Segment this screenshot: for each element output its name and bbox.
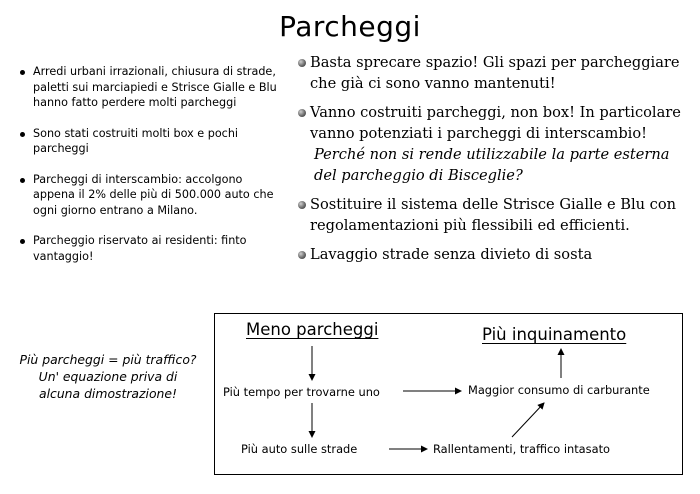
right-bullet-item	[298, 52, 693, 94]
side-note-line: Più parcheggi = più traffico?	[19, 352, 197, 367]
right-bullet-text: Vanno costruiti parcheggi, non box! In particolare vanno potenziati i parcheggi di interscambio!	[310, 104, 681, 142]
left-bullet-text: Sono stati costruiti molti box e pochi parcheggi	[33, 126, 239, 155]
right-bullet-text: Sostituire il sistema delle Strisce Gialle e Blu con regolamentazioni più flessibili ed efficienti.	[310, 196, 677, 234]
left-bullet-item	[18, 126, 280, 157]
left-bullet-text: Arredi urbani irrazionali, chiusura di strade, paletti sui marciapiedi e Strisce Gialle e Blu hanno fatto perdere molti parcheggi	[33, 65, 277, 109]
right-bullet-item	[298, 244, 693, 265]
right-bullet-quote: Perché non si rende utilizzabile la parte esterna del parcheggio di Bisceglie?	[314, 146, 670, 184]
diagram-node-more-cars: Più auto sulle strade	[241, 442, 358, 456]
left-bullet-text: Parcheggio riservato ai residenti: finto vantaggio!	[33, 234, 247, 263]
bullet-dot-icon	[20, 70, 25, 75]
diagram-node-fuel-consumption: Maggior consumo di carburante	[468, 383, 650, 397]
left-bullet-text: Parcheggi di interscambio: accolgono appena il 2% delle più di 500.000 auto che ogni giorno entrano a Milano.	[33, 172, 274, 217]
bullet-ball-icon	[298, 59, 306, 67]
page-title: Parcheggi	[279, 10, 421, 43]
side-note-line: alcuna dimostrazione!	[38, 386, 177, 401]
right-bullet-item	[298, 194, 693, 236]
bullet-dot-icon	[20, 178, 25, 183]
bullet-dot-icon	[20, 132, 25, 137]
right-bullet-item	[298, 102, 693, 186]
left-bullet-item	[18, 64, 280, 111]
left-bullet-item	[18, 233, 280, 264]
right-bullet-list	[298, 52, 693, 273]
bullet-ball-icon	[298, 109, 306, 117]
side-note	[8, 351, 208, 402]
diagram-head-more-pollution: Più inquinamento	[482, 325, 627, 344]
side-note-line: Un' equazione priva di	[38, 369, 178, 384]
bullet-ball-icon	[298, 201, 306, 209]
right-bullet-text: Lavaggio strade senza divieto di sosta	[310, 246, 593, 263]
left-bullet-item	[18, 172, 280, 219]
diagram-head-less-parking: Meno parcheggi	[246, 320, 379, 339]
diagram-node-search-time: Più tempo per trovarne uno	[223, 385, 380, 399]
diagram-node-traffic-jam: Rallentamenti, traffico intasato	[433, 442, 611, 456]
bullet-dot-icon	[20, 239, 25, 244]
bullet-ball-icon	[298, 251, 306, 259]
left-bullet-list	[18, 64, 280, 279]
right-bullet-text: Basta sprecare spazio! Gli spazi per parcheggiare che già ci sono vanno mantenuti!	[310, 54, 680, 92]
